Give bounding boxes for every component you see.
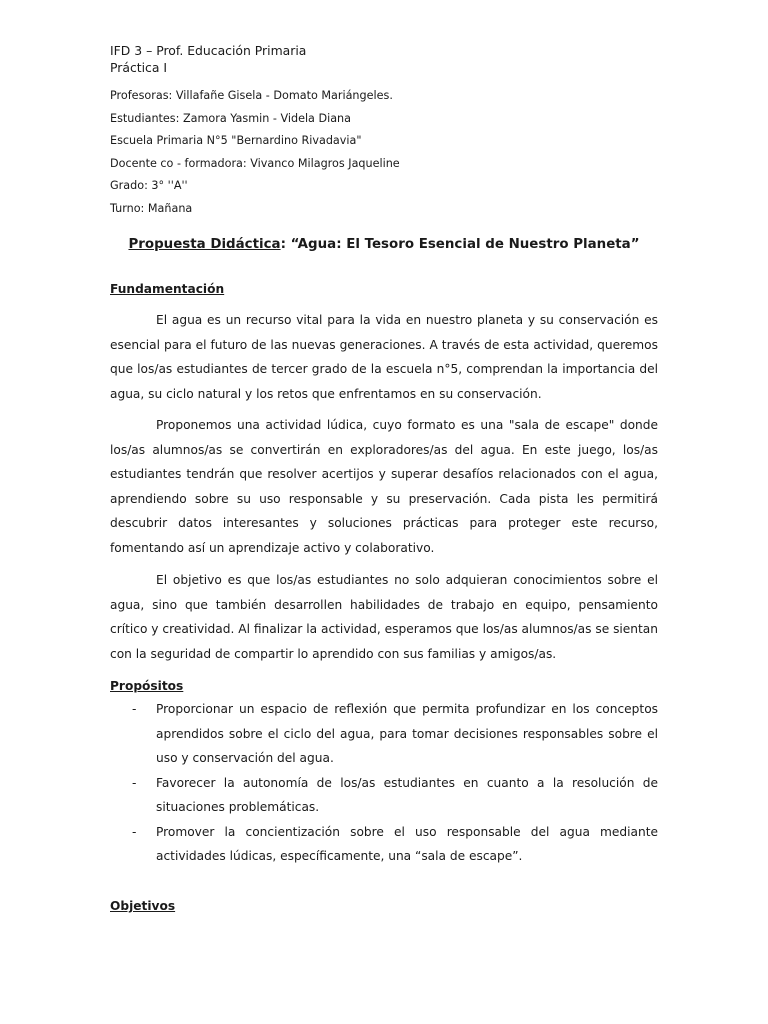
title-rest: : “Agua: El Tesoro Esencial de Nuestro Planeta” [280,237,640,252]
bullet-dash: - [132,824,137,839]
list-item-text: Promover la concientización sobre el uso responsable del agua mediante actividades lúdicas, específicamente, una “sala de escape”. [156,824,658,863]
co-trainer-line: Docente co - formadora: Vivanco Milagros Jaqueline [110,156,400,170]
list-item [110,771,658,820]
section-heading-propositos: Propósitos [110,679,184,693]
institution-line: IFD 3 – Prof. Educación Primaria [110,43,307,58]
title-label: Propuesta Didáctica [128,237,281,252]
grade-line: Grado: 3° ''A'' [110,179,188,193]
list-item-text: Favorecer la autonomía de los/as estudiantes en cuanto a la resolución de situaciones problemáticas. [156,775,658,814]
list-item [110,820,658,869]
document-title [110,235,658,255]
shift-line: Turno: Mañana [110,201,193,215]
bullet-dash: - [132,775,137,790]
teachers-line: Profesoras: Villafañe Gisela - Domato Mariángeles. [110,89,393,102]
students-line: Estudiantes: Zamora Yasmin - Videla Diana [110,111,351,125]
paragraph-2: Proponemos una actividad lúdica, cuyo formato es una "sala de escape" donde los/as alumnos/as se convertirán en exploradores/as del agua. En este juego, los/as estudiantes tendrán que resolver acertijos y superar desafíos relacionados con el agua, aprendiendo sobre su uso responsable y su preservación. Cada pista les permitirá descubrir datos interesantes y soluciones prácticas para proteger este recurso, fomentando así un aprendizaje activo y colaborativo. [110,418,658,555]
paragraph-3: El objetivo es que los/as estudiantes no solo adquieran conocimientos sobre el agua, sino que también desarrollen habilidades de trabajo en equipo, pensamiento crítico y creatividad. Al finalizar la actividad, esperamos que los/as alumnos/as se sientan con la seguridad de compartir lo aprendido con sus familias y amigos/as. [110,573,658,661]
course-line: Práctica I [110,60,168,75]
section-heading-fundamentacion: Fundamentación [110,282,225,296]
paragraph-1: El agua es un recurso vital para la vida en nuestro planeta y su conservación es esencial para el futuro de las nuevas generaciones. A través de esta actividad, queremos que los/as estudiantes de tercer grado de la escuela n°5, comprendan la importancia del agua, su ciclo natural y los retos que enfrentamos en su conservación. [110,313,658,401]
header-details [110,85,400,221]
list-item [110,697,658,771]
propositos-list [110,697,658,869]
list-item-text: Proporcionar un espacio de reflexión que permita profundizar en los conceptos aprendidos sobre el ciclo del agua, para tomar decisiones responsables sobre el uso y conservación del agua. [156,702,658,765]
school-line: Escuela Primaria N°5 "Bernardino Rivadavia" [110,134,362,148]
section-heading-objetivos: Objetivos [110,899,176,913]
bullet-dash: - [132,702,137,716]
document-header [110,42,306,76]
